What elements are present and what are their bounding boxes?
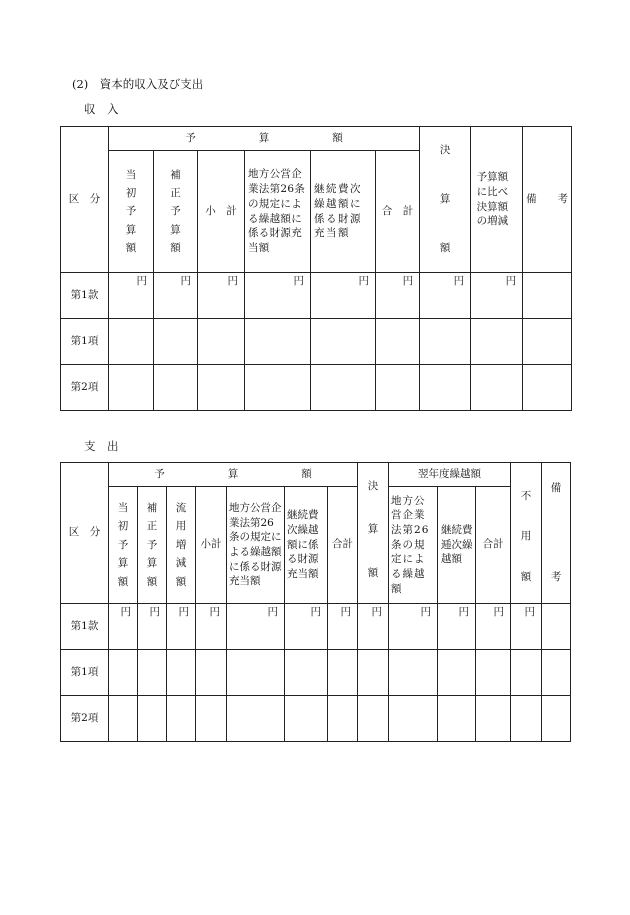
- row-label: 第2項: [61, 365, 109, 411]
- expense-title: 支 出: [84, 439, 119, 453]
- income-tosho-header: 当初予算額: [109, 151, 154, 273]
- expense-gokei2-header: 合計: [476, 487, 511, 604]
- income-chiho-header: 地方公営企業法第26条の規定による繰越額に係る財源充当額: [245, 151, 311, 273]
- yen-unit: 円: [245, 273, 311, 319]
- yen-unit: 円: [196, 604, 227, 650]
- income-table: [60, 126, 572, 411]
- income-biko-header: 備 考: [523, 127, 572, 273]
- yen-unit: 円: [476, 604, 511, 650]
- expense-chiho-header: 地方公営企業法第26条の規定による繰越額に係る財源充当額: [227, 487, 285, 604]
- yen-unit: 円: [285, 604, 328, 650]
- expense-fuyo-header: 不 用 額: [511, 463, 542, 604]
- income-keizoku-header: 継続費次繰越額に係る財源充当額: [311, 151, 376, 273]
- yen-unit: 円: [154, 273, 198, 319]
- income-kessan-header: 決 算 額: [420, 127, 471, 273]
- income-kubun-header: 区 分: [61, 127, 109, 273]
- cell: [542, 604, 571, 650]
- expense-chiho2-header: 地方公営企業法第26条の規定による繰越額: [389, 487, 438, 604]
- expense-tosho-header: 当初予算額: [109, 487, 138, 604]
- table-row: [61, 319, 572, 365]
- yen-unit: 円: [167, 604, 196, 650]
- expense-gokei-header: 合計: [328, 487, 358, 604]
- section-title: (2) 資本的収入及び支出: [72, 77, 204, 91]
- row-label: 第1項: [61, 319, 109, 365]
- table-row: [61, 273, 572, 319]
- expense-yokunendo-header: 翌年度繰越額: [389, 463, 511, 487]
- row-label: 第1項: [61, 650, 109, 696]
- expense-kubun-header: 区 分: [61, 463, 109, 604]
- yen-unit: 円: [311, 273, 376, 319]
- cell: [523, 273, 572, 319]
- expense-table: [60, 462, 571, 742]
- income-gokei-header: 合 計: [376, 151, 420, 273]
- expense-shokei-header: 小計: [196, 487, 227, 604]
- expense-hosei-header: 補正予算額: [138, 487, 167, 604]
- yen-unit: 円: [328, 604, 358, 650]
- yen-unit: 円: [227, 604, 285, 650]
- table-row: [61, 696, 571, 742]
- yen-unit: 円: [198, 273, 245, 319]
- expense-yosan-group-header: 予 算 額: [109, 463, 358, 487]
- yen-unit: 円: [109, 604, 138, 650]
- yen-unit: 円: [420, 273, 471, 319]
- expense-ryuyo-header: 流用増減額: [167, 487, 196, 604]
- income-shokei-header: 小 計: [198, 151, 245, 273]
- income-hosei-header: 補正予算額: [154, 151, 198, 273]
- yen-unit: 円: [109, 273, 154, 319]
- yen-unit: 円: [511, 604, 542, 650]
- yen-unit: 円: [438, 604, 476, 650]
- table-row: [61, 604, 571, 650]
- expense-keizoku2-header: 継続費逓次繰越額: [438, 487, 476, 604]
- table-row: [61, 650, 571, 696]
- table-row: [61, 365, 572, 411]
- expense-kessan-header: 決 算 額: [358, 463, 389, 604]
- row-label: 第1款: [61, 604, 109, 650]
- yen-unit: 円: [376, 273, 420, 319]
- row-label: 第1款: [61, 273, 109, 319]
- yen-unit: 円: [471, 273, 523, 319]
- income-hikaku-header: 予算額に比べ決算額の増減: [471, 127, 523, 273]
- row-label: 第2項: [61, 696, 109, 742]
- yen-unit: 円: [389, 604, 438, 650]
- income-yosan-group-header: 予 算 額: [109, 127, 420, 151]
- yen-unit: 円: [138, 604, 167, 650]
- yen-unit: 円: [358, 604, 389, 650]
- income-title: 収 入: [84, 102, 119, 116]
- expense-biko-header: 備 考: [542, 463, 571, 604]
- expense-keizoku-header: 継続費次繰越額に係る財源充当額: [285, 487, 328, 604]
